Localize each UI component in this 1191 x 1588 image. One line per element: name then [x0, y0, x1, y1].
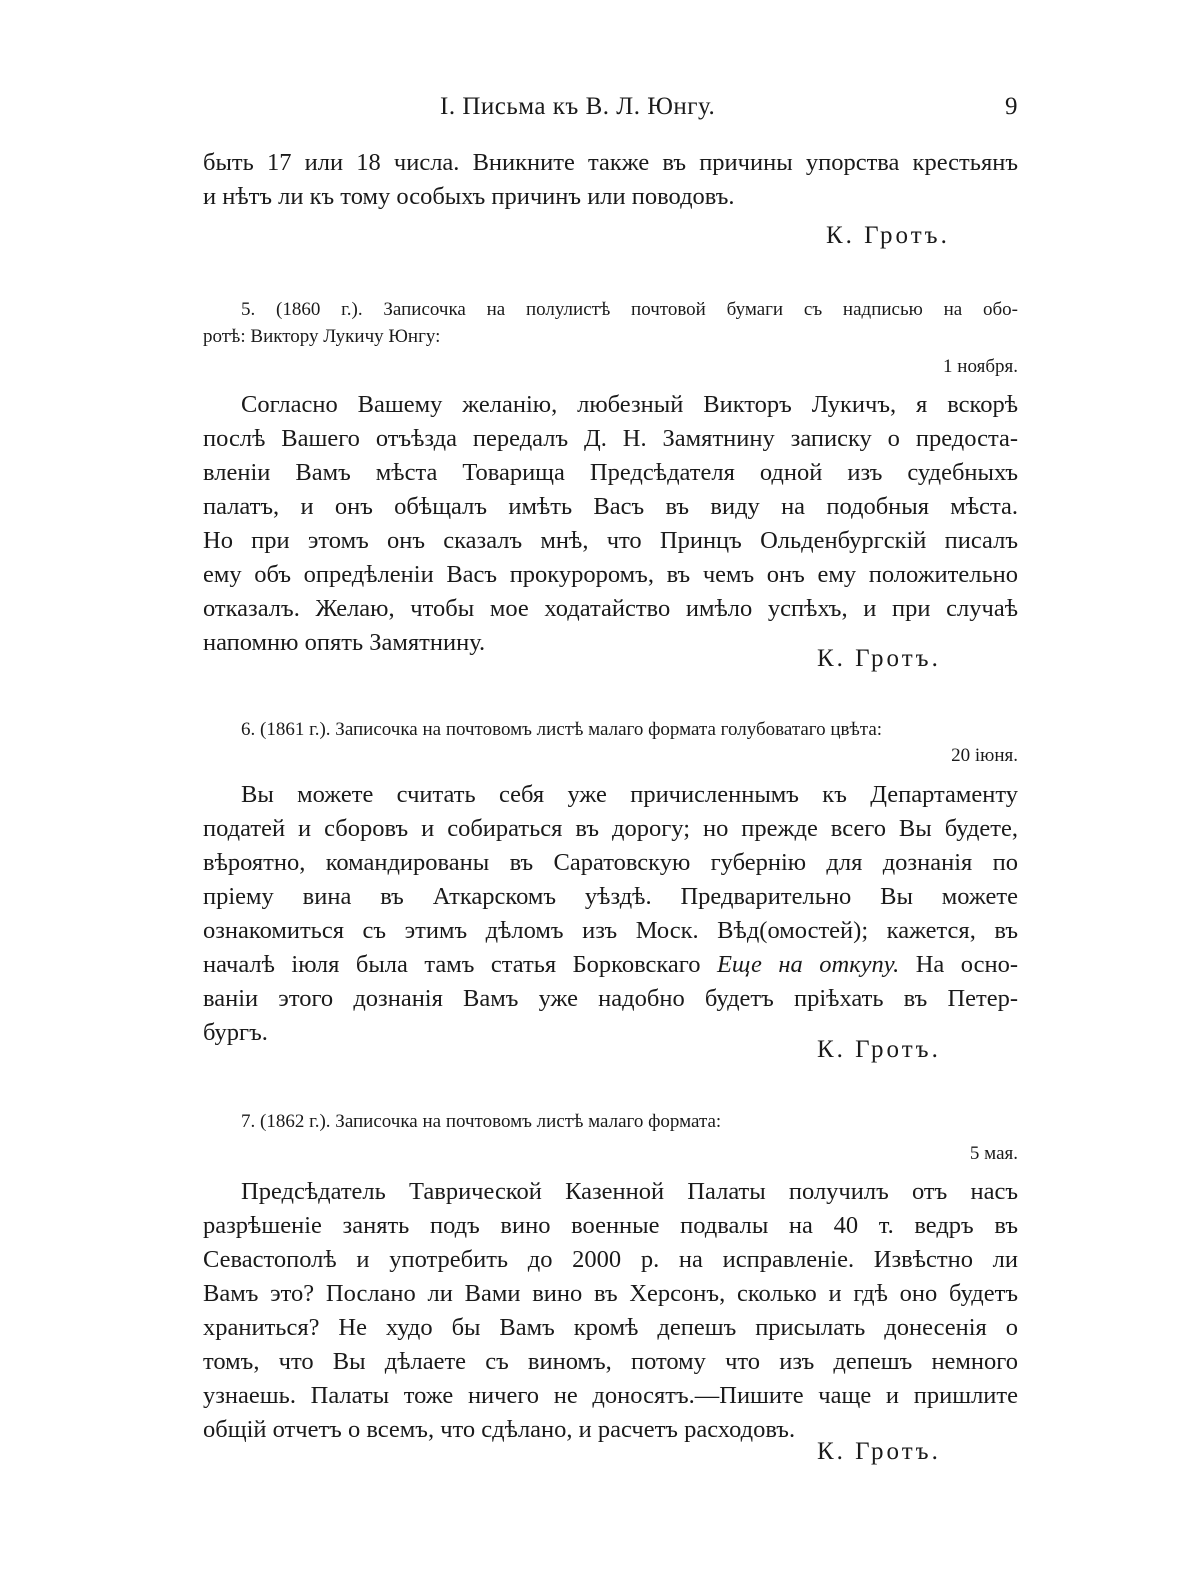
letter-7-heading	[203, 1108, 1018, 1135]
text-line: Но при этомъ онъ сказалъ мнѣ, что Принцъ Ольденбургскій писалъ	[203, 527, 1018, 554]
text-line: отказалъ. Желаю, чтобы мое ходатайство имѣло успѣхъ, и при случаѣ	[203, 595, 1018, 622]
text-line	[203, 948, 1018, 982]
text-line: бургъ.	[203, 1019, 268, 1046]
text-line: послѣ Вашего отъѣзда передалъ Д. Н. Замятнину записку о предоста-	[203, 425, 1018, 452]
page-number: 9	[1005, 93, 1018, 120]
text-line: узнаешь. Палаты тоже ничего не доносятъ.—Пишите чаще и пришлите	[203, 1382, 1018, 1409]
heading-line: 7. (1862 г.). Записочка на почтовомъ листѣ малаго формата:	[241, 1111, 722, 1132]
text-line: вленіи Вамъ мѣста Товарища Предсѣдателя одной изъ судебныхъ	[203, 459, 1018, 486]
signature: К. Гротъ.	[817, 645, 941, 672]
text-line: быть 17 или 18 числа. Вникните также въ причины упорства крестьянъ	[203, 149, 1018, 176]
opening-paragraph	[203, 146, 1018, 214]
letter-6-heading	[203, 716, 1018, 743]
signature: К. Гротъ.	[826, 222, 950, 249]
heading-line: 6. (1861 г.). Записочка на почтовомъ листѣ малаго формата голубоватаго цвѣта:	[241, 719, 883, 740]
letter-6-body	[203, 778, 1018, 1050]
signature: К. Гротъ.	[817, 1438, 941, 1465]
text-line: разрѣшеніе занять подъ вино военные подвалы на 40 т. ведръ въ	[203, 1212, 1018, 1239]
text-line: Севастополѣ и употребить до 2000 р. на исправленіе. Извѣстно ли	[203, 1246, 1018, 1273]
text-line: вѣроятно, командированы въ Саратовскую губернію для дознанія по	[203, 849, 1018, 876]
text-run: началѣ іюля была тамъ статья Борковскаго	[203, 951, 717, 978]
text-line: и нѣтъ ли къ тому особыхъ причинъ или поводовъ.	[203, 183, 735, 210]
text-line: Согласно Вашему желанію, любезный Викторъ Лукичъ, я вскорѣ	[241, 391, 1018, 418]
running-title: I. Письма къ В. Л. Юнгу.	[440, 93, 716, 120]
text-line: палатъ, и онъ обѣщалъ имѣть Васъ въ виду на подобныя мѣста.	[203, 493, 1018, 520]
letter-5-heading	[203, 296, 1018, 350]
text-line: пріему вина въ Аткарскомъ уѣздѣ. Предварительно Вы можете	[203, 883, 1018, 910]
heading-line: 5. (1860 г.). Записочка на полулистѣ почтовой бумаги съ надписью на обо-	[241, 299, 1018, 320]
text-line: ему объ опредѣленіи Васъ прокуроромъ, въ чемъ онъ ему положительно	[203, 561, 1018, 588]
letter-5-date: 1 ноября.	[943, 356, 1018, 377]
text-run: На осно-	[899, 951, 1018, 978]
text-line: Вы можете считать себя уже причисленнымъ къ Департаменту	[241, 781, 1018, 808]
letter-7-date: 5 мая.	[969, 1143, 1018, 1164]
text-line: томъ, что Вы дѣлаете съ виномъ, потому что изъ депешъ немного	[203, 1348, 1018, 1375]
text-line: ваніи этого дознанія Вамъ уже надобно будетъ пріѣхать въ Петер-	[203, 985, 1018, 1012]
text-line: Вамъ это? Послано ли Вами вино въ Херсонъ, сколько и гдѣ оно будетъ	[203, 1280, 1018, 1307]
running-header	[0, 93, 1191, 127]
heading-line: ротѣ: Виктору Лукичу Юнгу:	[203, 326, 441, 347]
italic-title: Еще на откупу.	[716, 951, 900, 978]
letter-7-body	[203, 1175, 1018, 1447]
text-line: податей и сборовъ и собираться въ дорогу; но прежде всего Вы будете,	[203, 815, 1018, 842]
letter-6-date: 20 іюня.	[951, 745, 1018, 766]
text-line: ознакомиться съ этимъ дѣломъ изъ Моск. Вѣд(омостей); кажется, въ	[203, 917, 1018, 944]
text-line: общій отчетъ о всемъ, что сдѣлано, и расчетъ расходовъ.	[203, 1416, 796, 1443]
signature: К. Гротъ.	[817, 1036, 941, 1063]
letter-5-body	[203, 388, 1018, 660]
text-line: Предсѣдатель Таврической Казенной Палаты получилъ отъ насъ	[241, 1178, 1018, 1205]
text-line: храниться? Не худо бы Вамъ кромѣ депешъ присылать донесенія о	[203, 1314, 1018, 1341]
text-line: напомню опять Замятнину.	[203, 629, 486, 656]
